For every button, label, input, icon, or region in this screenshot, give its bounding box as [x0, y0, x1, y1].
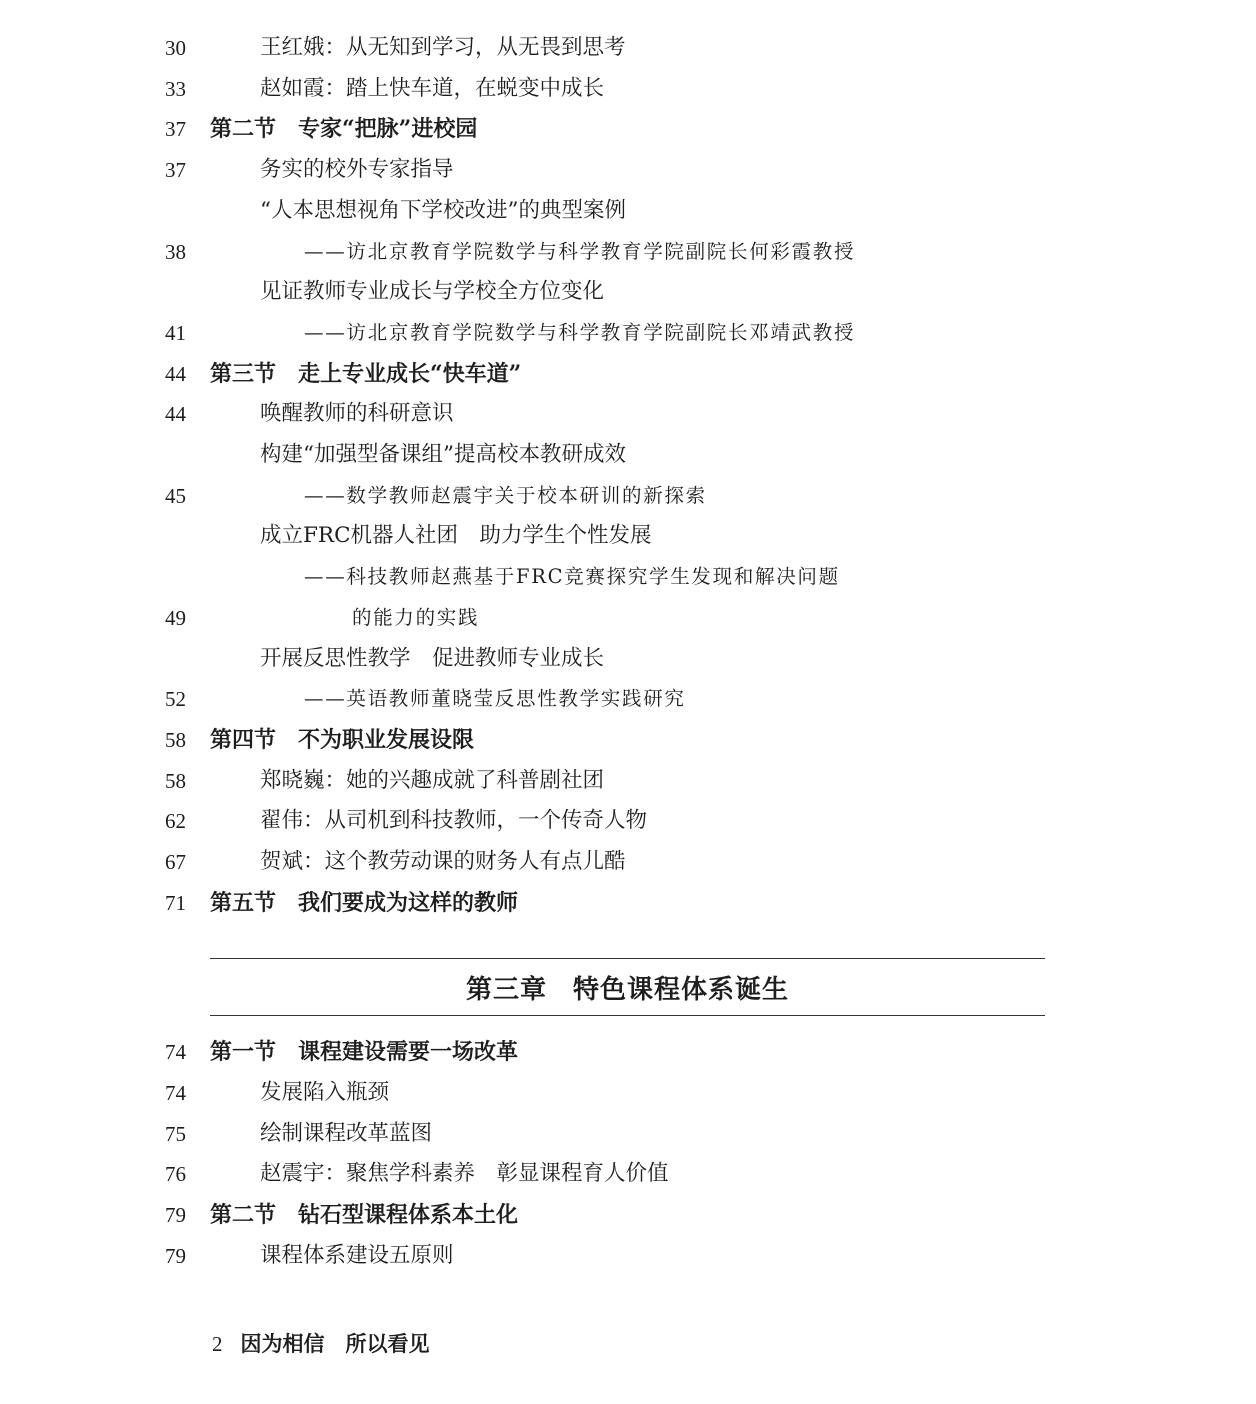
toc-page-number: 79	[165, 1244, 186, 1268]
toc-section-title: 走上专业成长“快车道”	[298, 360, 522, 387]
toc-page-number: 30	[165, 36, 186, 60]
toc-entry-title: 发展陷入瓶颈	[260, 1079, 390, 1105]
toc-page-number: 58	[165, 727, 186, 752]
toc-entry-title: 郑晓巍：她的兴趣成就了科普剧社团	[260, 767, 605, 793]
chapter-title: 特色课程体系诞生	[573, 975, 790, 1005]
toc-page-number: 52	[165, 687, 186, 712]
toc-section-title: 我们要成为这样的教师	[298, 889, 519, 916]
chapter-heading	[210, 970, 1045, 1010]
toc-entry-title	[210, 725, 474, 755]
toc-entry-title: 绘制课程改革蓝图	[260, 1120, 433, 1146]
toc-page-number: 79	[165, 1203, 186, 1228]
toc-entry-title: 开展反思性教学 促进教师专业成长	[260, 645, 605, 671]
toc-page-number: 76	[165, 1162, 186, 1187]
toc-page-number: 44	[165, 361, 186, 386]
toc-section-title: 钻石型课程体系本土化	[298, 1202, 519, 1229]
toc-page-number: 44	[165, 402, 186, 427]
toc-page-number: 37	[165, 117, 186, 142]
toc-entry-title: 的能力的实践	[352, 605, 480, 629]
toc-section-title: 不为职业发展设限	[298, 726, 475, 753]
toc-entry-title: ——访北京教育学院数学与科学教育学院副院长何彩霞教授	[304, 239, 856, 263]
toc-entry-title: 赵震宇：聚焦学科素养 彰显课程育人价值	[260, 1161, 669, 1187]
toc-section-number: 第二节	[210, 116, 277, 143]
toc-page-number: 45	[165, 483, 186, 508]
toc-section-number: 第四节	[210, 726, 277, 753]
toc-entry-title: 务实的校外专家指导	[260, 157, 454, 183]
toc-page-number: 33	[165, 76, 186, 101]
toc-entry-title: “人本思想视角下学校改进”的典型案例	[260, 197, 626, 223]
toc-entry-title: 成立FRC机器人社团 助力学生个性发展	[260, 523, 652, 549]
page-footer	[212, 1328, 430, 1360]
toc-page-number: 37	[165, 158, 186, 183]
chapter-number: 第三章	[465, 975, 547, 1005]
toc-entry-title: ——英语教师董晓莹反思性教学实践研究	[304, 687, 686, 711]
toc-entry-title: 贺斌：这个教劳动课的财务人有点儿酷	[260, 849, 626, 874]
toc-page-number: 67	[165, 850, 186, 874]
toc-entry-title: 唤醒教师的科研意识	[260, 401, 454, 427]
chapter-rule-top	[210, 958, 1045, 959]
toc-entry-title: 课程体系建设五原则	[260, 1243, 454, 1268]
toc-entry-title	[210, 114, 477, 144]
toc-page-number: 38	[165, 239, 186, 264]
footer-book-title: 因为相信 所以看见	[240, 1331, 430, 1356]
toc-page-number: 49	[165, 605, 186, 630]
toc-section-number: 第一节	[210, 1039, 277, 1065]
toc-entry-title	[210, 1200, 518, 1230]
toc-entry-title	[210, 359, 521, 389]
toc-section-number: 第二节	[210, 1202, 277, 1229]
footer-page-number: 2	[212, 1332, 223, 1356]
toc-page-number: 74	[165, 1080, 186, 1105]
toc-entry-title: 翟伟：从司机到科技教师，一个传奇人物	[260, 808, 648, 834]
toc-page-number: 74	[165, 1040, 186, 1064]
toc-entry-title: 王红娥：从无知到学习，从无畏到思考	[260, 35, 626, 60]
toc-entry-title	[210, 888, 518, 918]
toc-entry-title: 构建“加强型备课组”提高校本教研成效	[260, 442, 626, 467]
toc-entry-title: 见证教师专业成长与学校全方位变化	[260, 279, 605, 305]
toc-entry-title: ——数学教师赵震宇关于校本研训的新探索	[304, 483, 707, 507]
toc-section-title: 专家“把脉”进校园	[298, 116, 478, 143]
toc-entry-title: ——访北京教育学院数学与科学教育学院副院长邓靖武教授	[304, 320, 856, 344]
toc-page-number: 62	[165, 809, 186, 834]
toc-entry-title: ——科技教师赵燕基于FRC竞赛探究学生发现和解决问题	[304, 565, 840, 589]
toc-entry-title	[210, 1037, 518, 1067]
toc-section-number: 第三节	[210, 360, 277, 387]
toc-page-number: 41	[165, 320, 186, 345]
toc-section-title: 课程建设需要一场改革	[298, 1039, 519, 1065]
toc-page-number: 75	[165, 1121, 186, 1146]
chapter-rule-bottom	[210, 1015, 1045, 1016]
toc-page-number: 58	[165, 768, 186, 793]
toc-page-number: 71	[165, 890, 186, 915]
toc-entry-title: 赵如霞：踏上快车道，在蜕变中成长	[260, 75, 605, 101]
toc-section-number: 第五节	[210, 889, 277, 916]
